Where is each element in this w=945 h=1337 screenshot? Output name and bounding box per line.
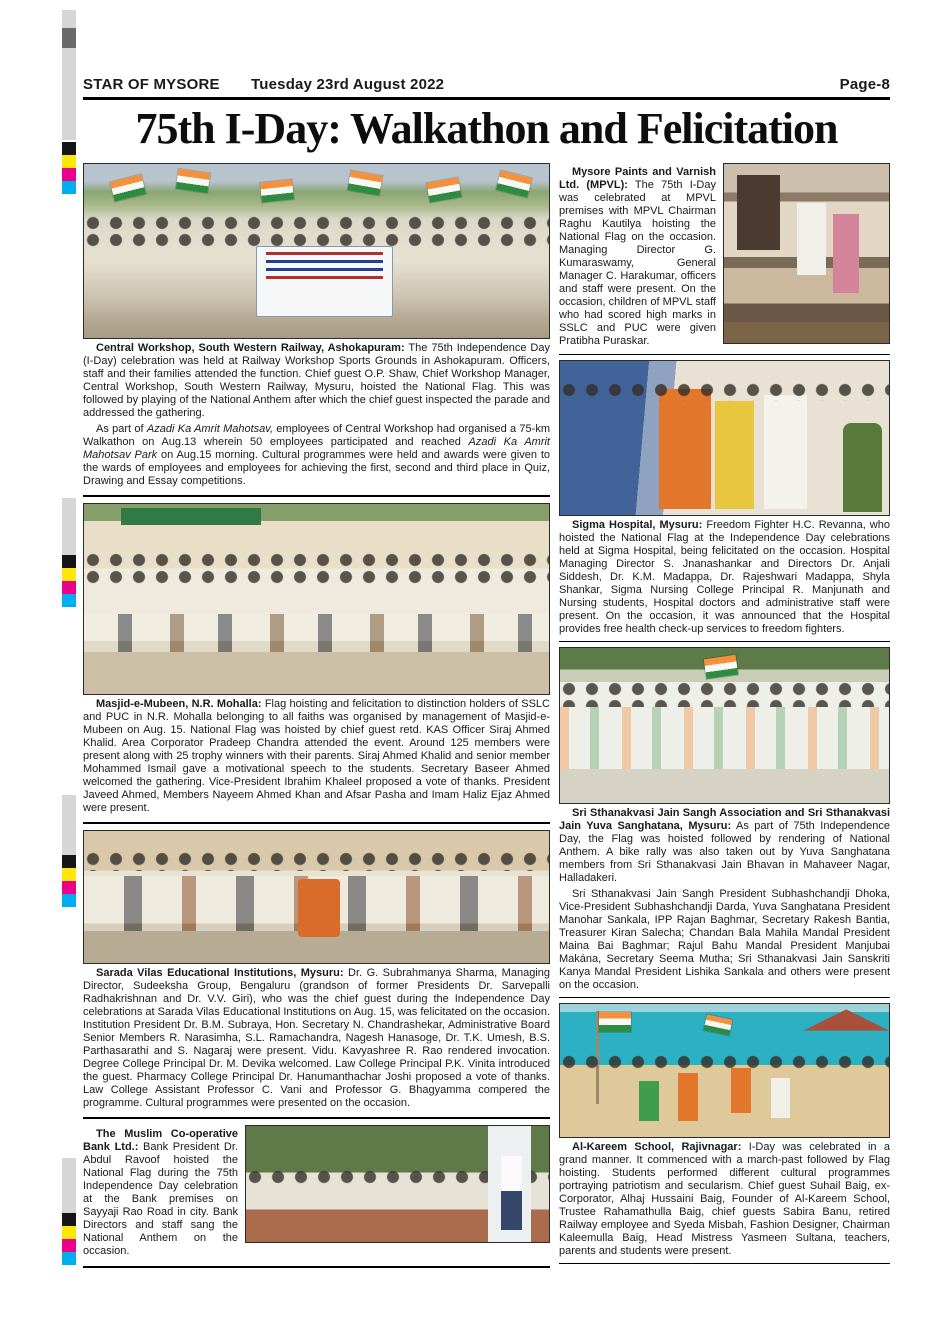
article-text: employees of Central Workshop had organised a 75-km Walkathon on Aug.13 wherein 50 employees participated and reached — [83, 423, 550, 448]
article-central-workshop-p2 — [83, 423, 550, 488]
crowd — [560, 1055, 889, 1071]
tricolor-flag-icon — [496, 171, 532, 198]
left-column — [83, 163, 550, 1274]
regmark-yellow — [62, 1226, 76, 1239]
article-jain-p2 — [559, 888, 890, 992]
regmark-yellow — [62, 868, 76, 881]
section-divider — [83, 822, 550, 824]
article-text: Bank President Dr. Abdul Ravoof hoisted the National Flag during the 75th Independence Day celebration at the Bank premises on Sayyaji Rao Road in city. Bank Directors and staff sang the National Anthem on the occasion. — [83, 1141, 238, 1257]
article-sarada — [83, 967, 550, 1110]
tricolor-flag-icon — [260, 180, 294, 203]
banner-line — [266, 252, 383, 255]
walkathon-banner — [256, 246, 393, 318]
article-lead: Sri Sthanakvasi Jain Sangh Association and Sri Sthanakvasi Jain Yuva Sanghatana, Mysuru: — [559, 807, 890, 832]
tricolor-flag-icon — [704, 655, 738, 679]
officer-figure — [797, 203, 827, 275]
right-column — [559, 163, 890, 1274]
regmark-magenta — [62, 168, 76, 181]
banner-line — [266, 268, 383, 271]
regmark-cyan — [62, 594, 76, 607]
regmark-magenta — [62, 581, 76, 594]
article-masjid — [83, 698, 550, 815]
article-bank-paragraph — [83, 1128, 238, 1258]
regmark-gray-strip — [62, 498, 76, 555]
performing-student — [771, 1078, 791, 1118]
article-text-italic: Azadi Ka Amrit Mahotsav, — [146, 423, 273, 435]
crowd — [560, 682, 889, 707]
issue-date: Tuesday 23rd August 2022 — [251, 76, 445, 93]
section-divider — [83, 1266, 550, 1268]
tricolor-flag-icon — [703, 1015, 732, 1036]
article-sigma — [559, 519, 890, 636]
plant — [843, 423, 882, 512]
freedom-fighter-figure — [764, 395, 807, 509]
article-text: on Aug.15 morning. Cultural programmes were held and awards were given to the wards of employees and employees for achieving the first, second and third place in Quiz, Drawing and Essay competitions. — [83, 449, 550, 487]
regmark-black — [62, 1213, 76, 1226]
tricolor-flag-icon — [110, 174, 146, 201]
masthead: STAR OF MYSORE — [83, 76, 220, 93]
article-lead: Al-Kareem School, Rajivnagar: — [572, 1141, 742, 1153]
crowd — [84, 553, 549, 583]
performing-student — [731, 1068, 751, 1113]
photo-mpvl — [723, 163, 890, 344]
regmark-yellow — [62, 568, 76, 581]
regmark-cyan — [62, 894, 76, 907]
saluting-man — [501, 1156, 522, 1191]
crowd — [84, 216, 549, 247]
saluting-man-trousers — [501, 1191, 522, 1230]
section-divider — [559, 1263, 890, 1264]
regmark-black — [62, 855, 76, 868]
section-divider — [83, 1117, 550, 1119]
article-jain — [559, 807, 890, 885]
article-lead: Sigma Hospital, Mysuru: — [572, 519, 703, 531]
article-text-italic: Azadi Ka Amrit Mahotsav Park — [83, 436, 550, 461]
regmark-dark-strip — [62, 28, 76, 48]
regmark-gray-strip — [62, 1158, 76, 1213]
main-headline: 75th I-Day: Walkathon and Felicitation — [135, 104, 838, 153]
article-lead: The Muslim Co-operative Bank Ltd.: — [83, 1128, 238, 1153]
photo-sarada-vilas — [83, 830, 550, 964]
article-lead: Sarada Vilas Educational Institutions, Mysuru: — [96, 967, 344, 979]
photo-central-workshop — [83, 163, 550, 339]
garlanded-guest — [298, 879, 340, 937]
saree-figure — [659, 389, 712, 509]
article-text: Sri Sthanakvasi Jain Sangh President Subhashchandji Dhoka, Vice-President Subhashchandji Darda, Yuva Sanghatana President Manohar Sankala, IPP Rajan Baghmar, Secretary Rakesh Bantia, Treasurer Kiran Salecha; Chandan Bala Mahila Mandal President Maina Bai Baghmar; Rajul Bahu Mandal President Manjubai Makána, Secretary Seema Mutha; Sri Sthanakvasi Jain Sanskriti Kanya Mandal President Lishika Sankala and others were present on the occasion. — [559, 888, 890, 991]
article-text: I-Day was celebrated in a grand manner. It commenced with a march-past followed by Flag hoisting. Students performed different cultural programmes portraying patriotism and secularism. Chief guest Suhail Baig, ex-Corporator, Alhaj Hussaini Baig, Founder of Al-Kareem School, Trustee Rahamathulla Baig, chief guests Sabira Banu, retired Railway employee and Syeda Misbah, Fashion Designer, Chairman Kaleemulla Baig, Head Mistress Yasmeen Sultana, teachers, parents and students were present. — [559, 1141, 890, 1257]
article-text: As part of 75th Independence Day, the Flag was hoisted followed by rendering of National Anthem. A bike rally was also taken out by Yuva Sanghatana members from Sri Sthanakvasi Jain Bhavan in Mahaveer Nagar, Halladakeri. — [559, 820, 890, 884]
counter — [724, 322, 889, 343]
performing-student — [678, 1073, 698, 1121]
page-number: Page-8 — [839, 76, 890, 93]
article-alkareem — [559, 1141, 890, 1258]
section-divider — [559, 641, 890, 642]
article-bank — [83, 1125, 238, 1259]
section-divider — [559, 997, 890, 998]
article-mpvl — [559, 163, 716, 349]
page-header — [83, 76, 890, 93]
tricolor-sash-crowd — [560, 707, 889, 769]
doorway — [737, 175, 780, 250]
banner-line — [266, 260, 383, 263]
article-text: Freedom Fighter H.C. Revanna, who hoisted the National Flag at the Independence Day celebrations held at Sigma Hospital, being felicitated on the occasion. Hospital Managing Director S. Jnanashankar and Directors Dr. Anjali Siddesh, Dr. K.M. Madappa, Dr. Rajeshwari Madappa, Shyla Shankar, Sigma Nursing College Principal R. Manjunath and Nursing students, Hospital doctors and administrative staff were present. On the occasion, it was announced that the Hospital provides free health check-up services to freedom fighters. — [559, 519, 890, 635]
article-lead: Masjid-e-Mubeen, N.R. Mohalla: — [96, 698, 262, 710]
banner-line — [266, 276, 383, 279]
seated-row — [84, 614, 549, 652]
tricolor-flag-icon — [176, 169, 210, 193]
article-text: The 75th Independence Day (I-Day) celebration was held at Railway Workshop Sports Grounds in Ashokapuram. Officers, staff and their families attended the function. Chief guest O.P. Shaw, Chief Workshop Manager, Central Workshop, South Western Railway, Mysuru, hoisted the National Flag. This was followed by playing of the National Anthem after which the chief guest inspected the parade and addressed the gathering. — [83, 342, 550, 419]
photo-jain-sangh — [559, 647, 890, 804]
regmark-cyan — [62, 1252, 76, 1265]
article-mpvl-paragraph — [559, 166, 716, 348]
performing-student — [639, 1081, 659, 1121]
article-central-workshop — [83, 342, 550, 420]
tricolor-flag-icon — [427, 177, 462, 202]
photo-muslim-bank — [245, 1125, 550, 1243]
article-lead: Mysore Paints and Varnish Ltd. (MPVL): — [559, 166, 716, 191]
mpvl-section — [559, 163, 890, 349]
article-text: Dr. G. Subrahmanya Sharma, Managing Director, Sudeeksha Group, Bengaluru (grandson of former Presidents Dr. Sarvepalli Radhakrishnan and Dr. V.V. Giri), who was the chief guest during the Independence Day celebrations at Sarada Vilas Educational Institutions on Aug. 15, was felicitated on the occasion. Institution President Dr. B.M. Subraya, Hon. Secretary N. Chandrashekar, Administrative Board Senior Members R. Narasimha, S.L. Ramachandra, Nagesh Hanasoge, Dr. T.K. Umesh, B.S. Parthasarathi and S. Nagaraj were present. Vidu. Kavyashree R. Rao rendered invocation. Degree College Principal Dr. M. Devika welcomed. Law College Principal P.K. Vinita introduced the guest. Pharmacy College Principal Dr. Hanumanthachar Joshi proposed a vote of thanks. Law College Assistant Professor C. Vani and Professor G. Bhagyamma compered the programme. Cultural programmes were presented on the occasion. — [83, 967, 550, 1109]
photo-sigma-hospital — [559, 360, 890, 516]
tricolor-flag-icon — [599, 1012, 631, 1032]
photo-masjid-e-mubeen — [83, 503, 550, 695]
regmark-cyan — [62, 181, 76, 194]
section-divider — [83, 495, 550, 497]
photo-al-kareem-school — [559, 1003, 890, 1138]
crowd — [84, 852, 549, 870]
regmark-magenta — [62, 1239, 76, 1252]
article-text: Flag hoisting and felicitation to distinction holders of SSLC and PUC in N.R. Mohalla belonging to all faiths was organised by management of Masjid-e-Mubeen on Aug. 15. National Flag was hoisted by chief guest retd. KAS Officer Siraj Ahmed Khalid. Area Corporator Pradeep Chandra attended the event. Around 125 members were present along with 25 trophy winners with their parents. Siraj Ahmed Khalid and senior member Mohammed Ismail gave a motivational speech to the students. Secretary Baseer Ahmed welcomed the gathering. Vice-President Ibrahim Khaleel proposed a vote of thanks. President Javeed Ahmed, Members Nayeem Ahmed Khan and Afsar Pasha and Imam Haliz Ejaz Ahmed were present. — [83, 698, 550, 814]
saree-figure — [715, 401, 754, 509]
green-banner — [121, 508, 261, 525]
tricolor-flag-icon — [348, 170, 383, 195]
regmark-magenta — [62, 881, 76, 894]
woman-figure — [833, 214, 859, 293]
people — [560, 383, 889, 401]
regmark-yellow — [62, 155, 76, 168]
regmark-black — [62, 142, 76, 155]
article-text: The 75th I-Day was celebrated at MPVL premises with MPVL Chairman Raghu Kautilya hoisting the National Flag on the occasion. Managing Director G. Kumaraswamy, General Manager C. Harakumar, officers and staff were present. On the occasion, children of MPVL staff who had scored high marks in SSLC and PUC were given Pratibha Puraskar. — [559, 179, 716, 347]
bank-section — [83, 1125, 550, 1259]
regmark-black — [62, 555, 76, 568]
header-rule — [83, 97, 890, 100]
article-text: As part of — [96, 423, 147, 435]
section-divider — [559, 354, 890, 355]
article-lead: Central Workshop, South Western Railway, Ashokapuram: — [96, 342, 405, 354]
regmark-gray-strip — [62, 795, 76, 855]
red-roof — [803, 1009, 889, 1030]
